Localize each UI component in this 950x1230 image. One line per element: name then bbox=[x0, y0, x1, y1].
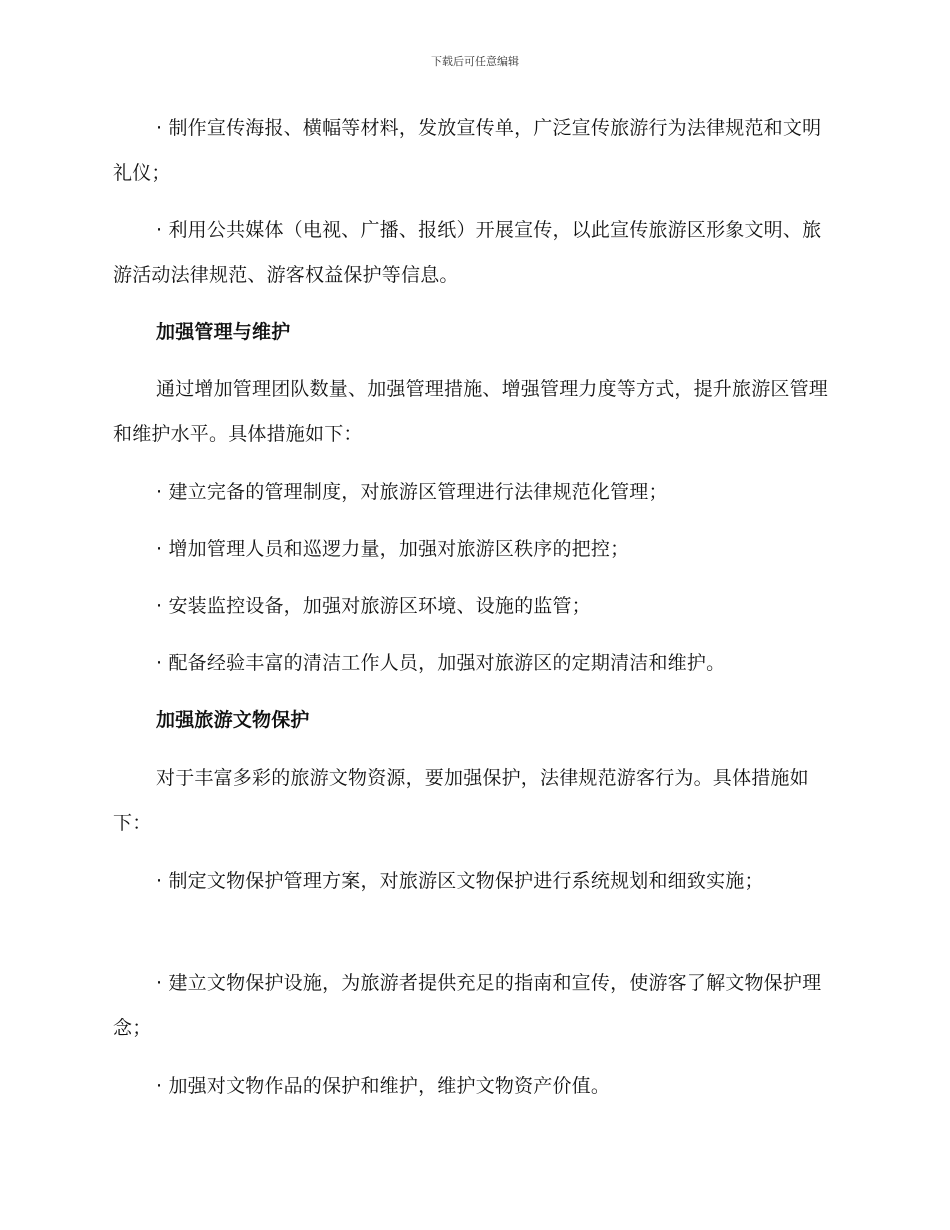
body-paragraph: 通过增加管理团队数量、加强管理措施、增强管理力度等方式，提升旅游区管理和维护水平。具体措施如下： bbox=[113, 378, 829, 445]
bullet-paragraph: · 安装监控设备，加强对旅游区环境、设施的监管； bbox=[156, 595, 591, 617]
body-paragraph: 对于丰富多彩的旅游文物资源，要加强保护，法律规范游客行为。具体措施如下： bbox=[113, 767, 809, 834]
bullet-paragraph: · 制作宣传海报、横幅等材料，发放宣传单，广泛宣传旅游行为法律规范和文明礼仪； bbox=[113, 117, 822, 184]
bullet-paragraph: · 建立完备的管理制度，对旅游区管理进行法律规范化管理； bbox=[156, 481, 668, 503]
section-heading: 加强管理与维护 bbox=[156, 321, 291, 343]
section-heading: 加强旅游文物保护 bbox=[156, 709, 310, 731]
bullet-paragraph: · 配备经验丰富的清洁工作人员，加强对旅游区的定期清洁和维护。 bbox=[156, 652, 726, 674]
bullet-paragraph: · 建立文物保护设施，为旅游者提供充足的指南和宣传，使游客了解文物保护理念； bbox=[113, 972, 822, 1039]
bullet-paragraph: · 加强对文物作品的保护和维护，维护文物资产价值。 bbox=[156, 1075, 611, 1097]
bullet-paragraph: · 利用公共媒体（电视、广播、报纸）开展宣传，以此宣传旅游区形象文明、旅游活动法律规范、游客权益保护等信息。 bbox=[113, 219, 822, 286]
bullet-paragraph: · 制定文物保护管理方案，对旅游区文物保护进行系统规划和细致实施； bbox=[156, 870, 764, 892]
bullet-paragraph: · 增加管理人员和巡逻力量，加强对旅游区秩序的把控； bbox=[156, 538, 630, 560]
page-header: 下载后可任意编辑 bbox=[431, 55, 519, 68]
